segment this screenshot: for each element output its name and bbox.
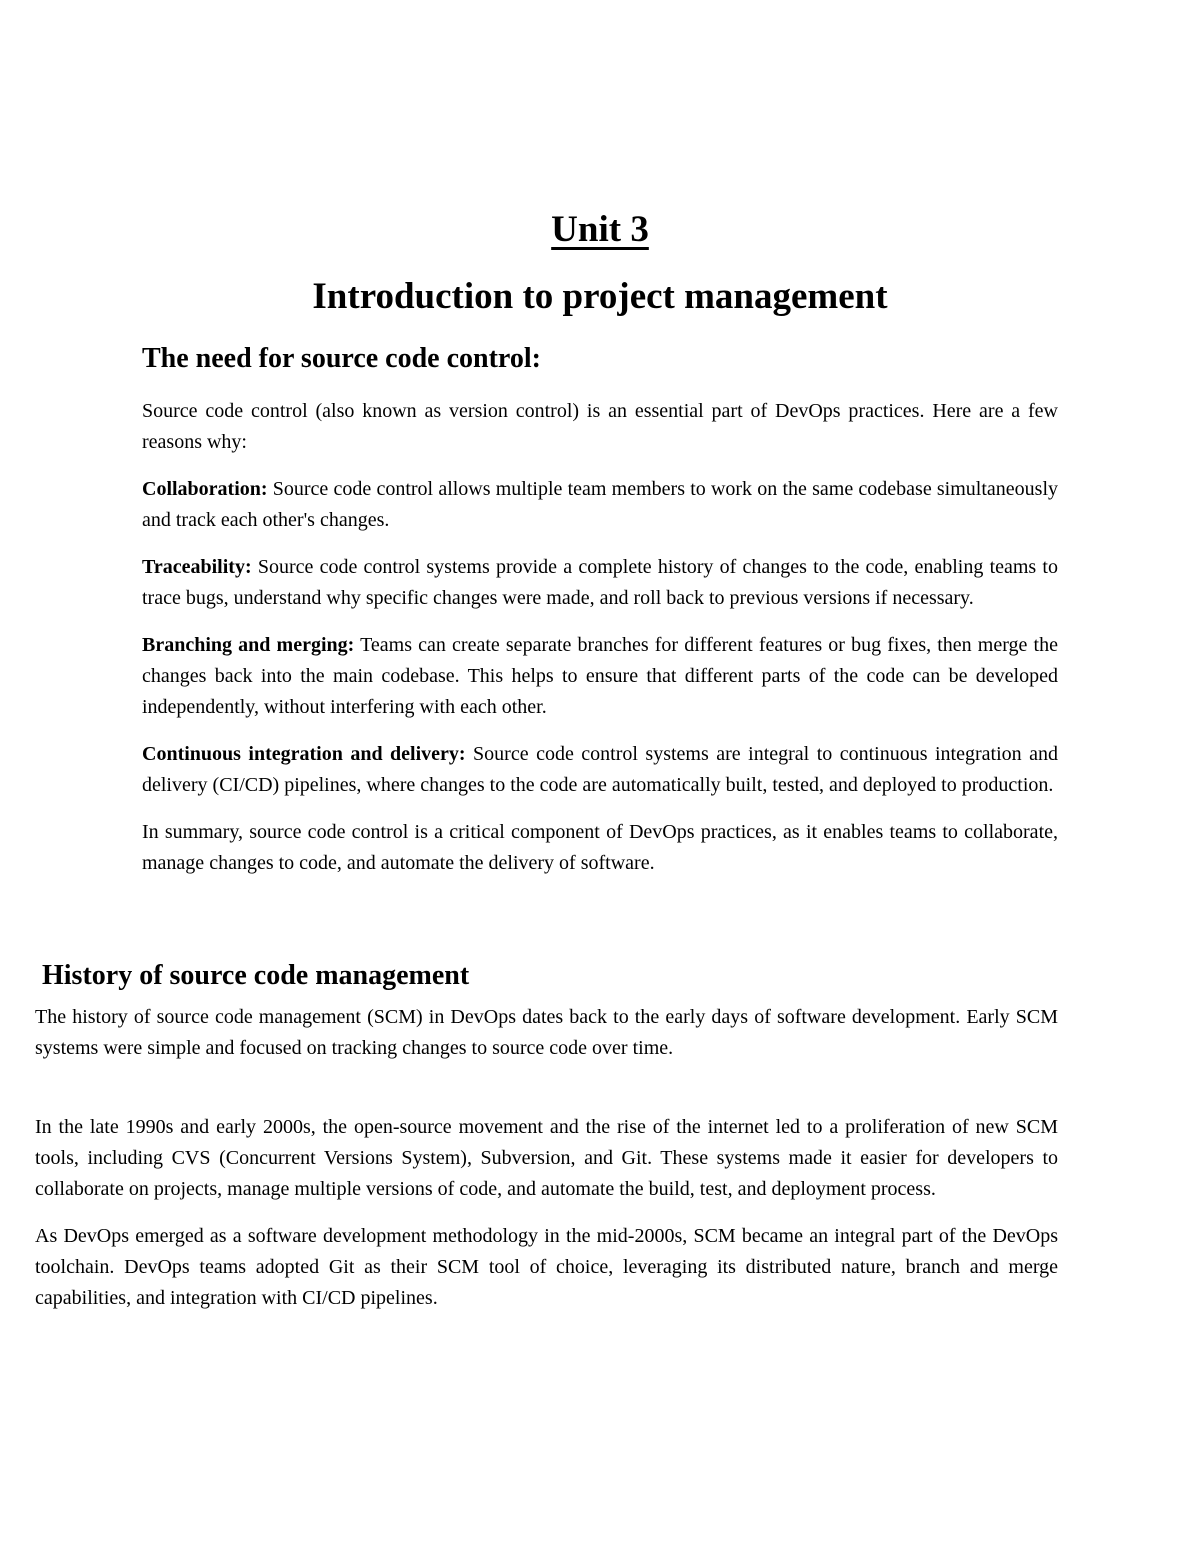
point-collaboration (142, 474, 1058, 536)
point-branching-merging (142, 630, 1058, 723)
point-term: Continuous integration and delivery: (142, 743, 466, 765)
summary-paragraph: In summary, source code control is a critical component of DevOps practices, as it enables teams to collaborate, manage changes to code, and automate the delivery of software. (142, 821, 1058, 874)
section-heading-source-code-control: The need for source code control: (142, 343, 541, 374)
page-title: Introduction to project management (312, 276, 888, 317)
history-paragraph: The history of source code management (SCM) in DevOps dates back to the early days of software development. Early SCM systems were simple and focused on tracking changes to source code over time. (35, 1006, 1058, 1059)
point-term: Collaboration: (142, 478, 268, 500)
point-text: Teams can create separate branches for different features or bug fixes, then merge the changes back into the main codebase. This helps to ensure that different parts of the code can be developed independently, without interfering with each other. (142, 634, 1058, 718)
point-term: Branching and merging: (142, 634, 355, 656)
point-text: Source code control systems are integral to continuous integration and delivery (CI/CD) pipelines, where changes to the code are automatically built, tested, and deployed to production. (142, 743, 1058, 796)
section-history (35, 1002, 1058, 1330)
section-source-code-control (142, 396, 1058, 895)
point-term: Traceability: (142, 556, 252, 578)
unit-title: Unit 3 (551, 209, 649, 250)
section-heading-history: History of source code management (42, 960, 470, 991)
point-text: Source code control allows multiple team members to work on the same codebase simultaneously and track each other's changes. (142, 478, 1058, 531)
point-text: Source code control systems provide a complete history of changes to the code, enabling teams to trace bugs, understand why specific changes were made, and roll back to previous versions if necessary. (142, 556, 1058, 609)
point-traceability (142, 552, 1058, 614)
intro-paragraph: Source code control (also known as version control) is an essential part of DevOps practices. Here are a few reasons why: (142, 400, 1058, 453)
history-paragraph: In the late 1990s and early 2000s, the open-source movement and the rise of the internet led to a proliferation of new SCM tools, including CVS (Concurrent Versions System), Subversion, and Git. These systems made it easier for developers to collaborate on projects, manage multiple versions of code, and automate the build, test, and deployment process. (35, 1116, 1058, 1200)
history-paragraph: As DevOps emerged as a software development methodology in the mid-2000s, SCM became an integral part of the DevOps toolchain. DevOps teams adopted Git as their SCM tool of choice, leveraging its distributed nature, branch and merge capabilities, and integration with CI/CD pipelines. (35, 1225, 1058, 1309)
point-ci-cd (142, 739, 1058, 801)
